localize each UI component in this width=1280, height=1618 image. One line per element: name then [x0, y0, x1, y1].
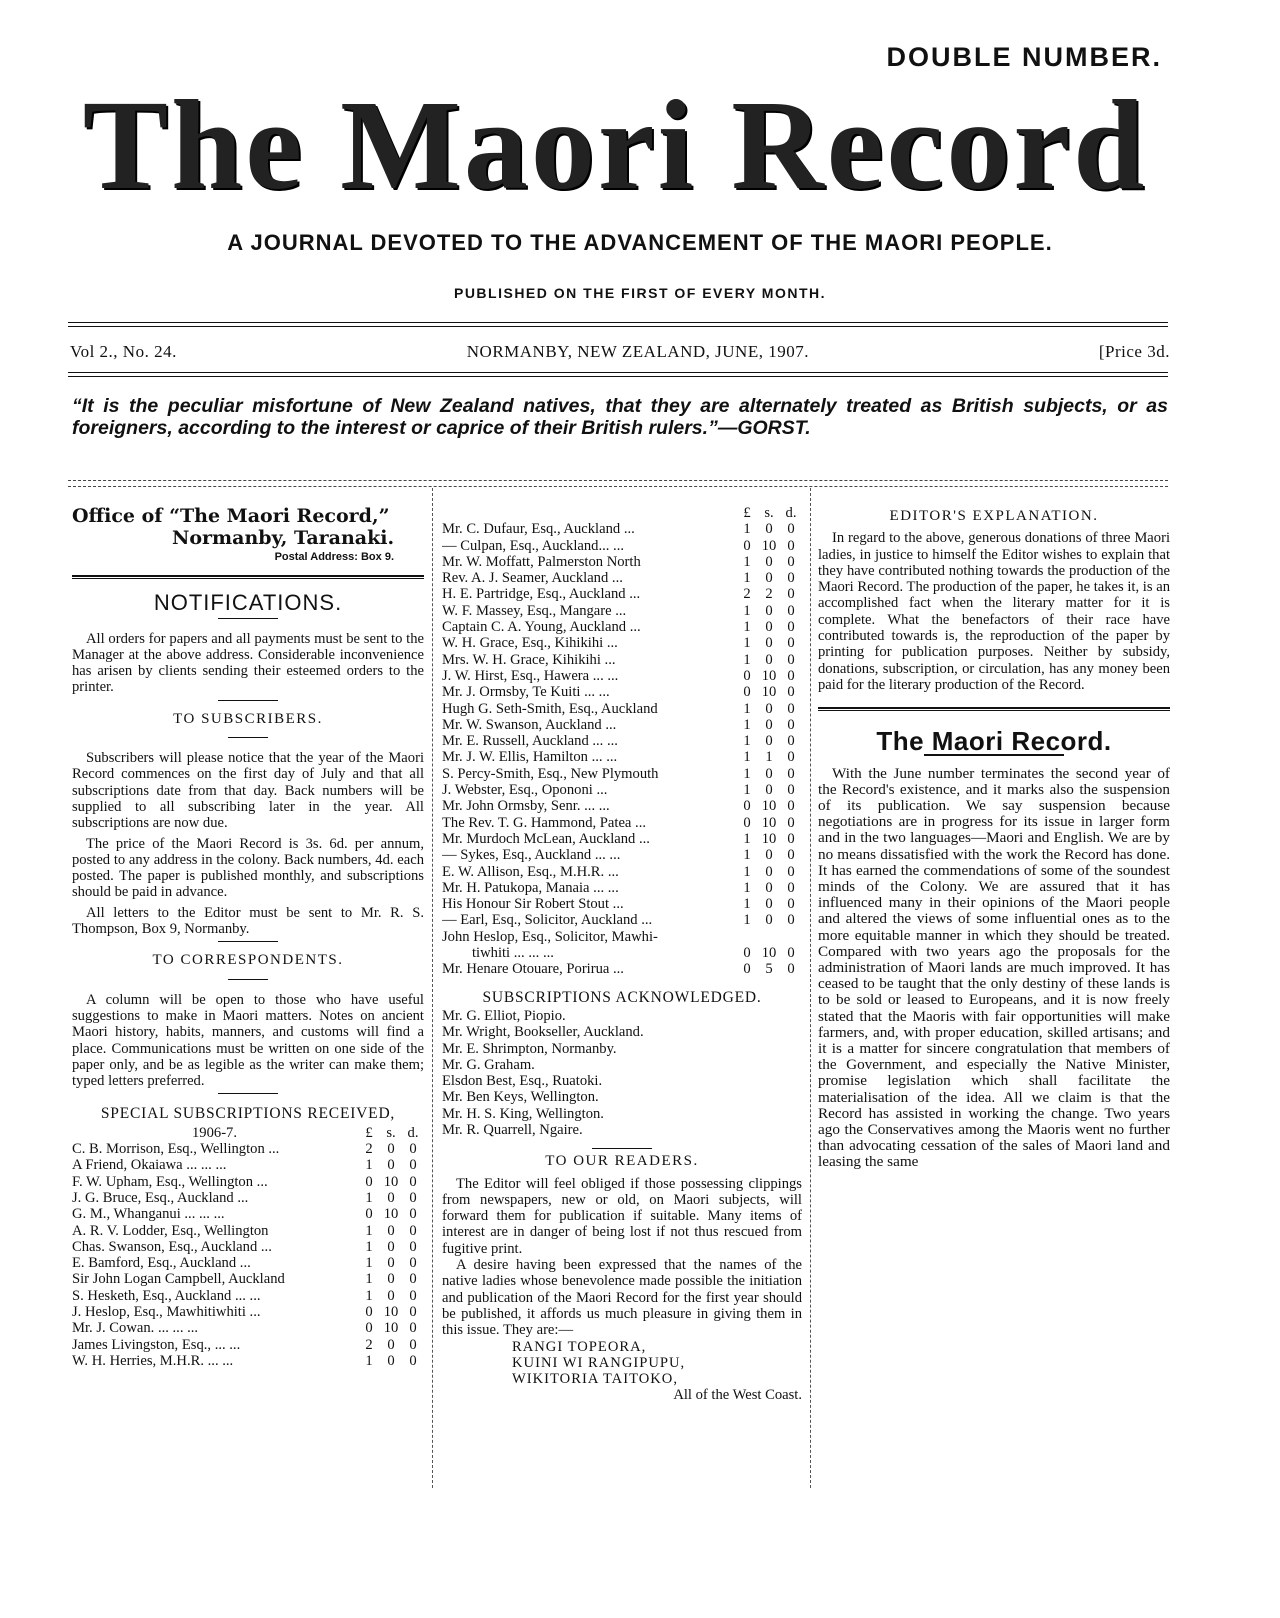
shillings: 0	[765, 619, 773, 636]
pounds: 1	[743, 700, 751, 717]
shillings: 0	[765, 602, 773, 619]
pence: 0	[409, 1141, 417, 1158]
ledger-header	[442, 505, 802, 521]
ledger-header-spacer	[442, 505, 736, 521]
masthead-title: The Maori Record	[82, 74, 1148, 216]
pence: 0	[787, 814, 795, 831]
shillings: 0	[387, 1189, 395, 1206]
pence: 0	[409, 1206, 417, 1223]
pence: 0	[409, 1238, 417, 1255]
pounds: 1	[743, 896, 751, 913]
pence: 0	[787, 700, 795, 717]
pence: 0	[787, 896, 795, 913]
pence: 0	[409, 1157, 417, 1174]
donor-name: E. Bamford, Esq., Auckland ...	[72, 1255, 251, 1272]
explanation-text: In regard to the above, generous donations of three Maori ladies, in justice to himself the Editor wishes to explain that they have contributed nothing towards the production of the Maori Record. The production of the paper, he takes it, is an accomplished fact when the literary matter for it is complete. What the benefactors of their race have contributed towards is, the reproduction of the paper by printing for publication purposes. Neither by subsidy, donations, subscription, or circulation, has any money been paid for the literary production of the Record.	[818, 530, 1170, 693]
pounds: 1	[743, 619, 751, 636]
explanation-heading: EDITOR'S EXPLANATION.	[889, 508, 1099, 524]
pounds: 1	[743, 912, 751, 929]
pence: 0	[787, 782, 795, 799]
donor-name: F. W. Upham, Esq., Wellington ...	[72, 1173, 268, 1190]
pounds: 1	[743, 602, 751, 619]
pence: 0	[787, 945, 795, 962]
pounds: 1	[365, 1352, 373, 1369]
pounds: 0	[743, 814, 751, 831]
divider	[218, 941, 278, 942]
ledger-row	[72, 1174, 424, 1190]
donor-name: Mr. W. Moffatt, Palmerston North	[442, 553, 641, 570]
pence: 0	[787, 863, 795, 880]
pence: 0	[409, 1271, 417, 1288]
postal-address: Postal Address: Box 9.	[274, 551, 394, 563]
subscribers-paragraph: All letters to the Editor must be sent to Mr. R. S. Thompson, Box 9, Normanby.	[72, 904, 424, 938]
pounds: 1	[743, 716, 751, 733]
ledger-row	[442, 912, 802, 928]
pence: 0	[787, 798, 795, 815]
special-year: 1906-7.	[192, 1124, 237, 1141]
shillings: 10	[383, 1206, 399, 1223]
pounds: 0	[743, 945, 751, 962]
west-coast-note: All of the West Coast.	[673, 1387, 802, 1404]
ledger-row	[442, 945, 802, 961]
pounds: 1	[365, 1271, 373, 1288]
divider	[68, 376, 1168, 377]
publication-frequency: PUBLISHED ON THE FIRST OF EVERY MONTH.	[453, 285, 827, 301]
shillings: 0	[387, 1255, 395, 1272]
pounds: 0	[743, 684, 751, 701]
ledger-row	[442, 554, 802, 570]
shillings: 0	[387, 1352, 395, 1369]
pounds: 1	[743, 553, 751, 570]
donor-name: S. Hesketh, Esq., Auckland ... ...	[72, 1287, 261, 1304]
ledger-row	[442, 586, 802, 602]
donor-name: Mr. C. Dufaur, Esq., Auckland ...	[442, 521, 635, 538]
pounds: 1	[365, 1238, 373, 1255]
ledger-row	[442, 733, 802, 749]
shillings: 10	[383, 1303, 399, 1320]
column-2	[442, 505, 802, 1404]
donor-name: Mr. J. Cowan. ... ... ...	[72, 1320, 199, 1337]
donor-name: His Honour Sir Robert Stout ...	[442, 896, 624, 913]
special-subscriptions-list	[72, 1141, 424, 1369]
shillings: 0	[765, 716, 773, 733]
ledger-row	[442, 717, 802, 733]
shillings: 10	[383, 1320, 399, 1337]
shillings: 0	[765, 521, 773, 538]
pounds: 1	[743, 651, 751, 668]
pence: 0	[409, 1222, 417, 1239]
shillings: 0	[387, 1157, 395, 1174]
shillings: 0	[765, 651, 773, 668]
donor-name: John Heslop, Esq., Solicitor, Mawhi-	[442, 928, 658, 945]
pounds: 0	[743, 537, 751, 554]
ledger-row	[72, 1223, 424, 1239]
shillings: 1	[765, 749, 773, 766]
donor-name: A Friend, Okaiawa ... ... ...	[72, 1157, 227, 1174]
pence: 0	[409, 1336, 417, 1353]
pence: 0	[409, 1320, 417, 1337]
place-date: NORMANBY, NEW ZEALAND, JUNE, 1907.	[466, 342, 809, 361]
ledger-row	[442, 684, 802, 700]
correspondents-text: A column will be open to those who have useful suggestions to make in Maori matters. Notes on ancient Maori history, habits, manners, and customs will find a place. Communications must be written on one side of the paper only, and be as legible as the writer can make them; typed letters preferred.	[72, 991, 424, 1090]
shillings: 10	[761, 830, 777, 847]
donor-name: Mr. W. Swanson, Auckland ...	[442, 716, 617, 733]
ledger-row	[442, 766, 802, 782]
pence-header: d.	[407, 1124, 419, 1141]
shillings-header: s.	[386, 1124, 396, 1141]
record-heading: The Maori Record.	[876, 726, 1112, 757]
divider	[218, 700, 278, 701]
pounds: 2	[365, 1336, 373, 1353]
divider	[68, 372, 1168, 373]
acknowledged-heading: SUBSCRIPTIONS ACKNOWLEDGED.	[482, 988, 762, 1006]
donor-name: Mr. H. Patukopa, Manaia ... ...	[442, 879, 619, 896]
office-heading: Office of “The Maori Record,”	[72, 505, 390, 527]
pence: 0	[787, 749, 795, 766]
pounds: 1	[743, 863, 751, 880]
donor-name: J. G. Bruce, Esq., Auckland ...	[72, 1189, 249, 1206]
pence: 0	[787, 667, 795, 684]
acknowledged-list	[442, 1008, 802, 1138]
shillings: 0	[765, 570, 773, 587]
price: [Price 3d.	[1098, 342, 1170, 361]
ledger-row	[442, 749, 802, 765]
shillings: 0	[765, 782, 773, 799]
donor-name: — Culpan, Esq., Auckland... ...	[442, 537, 625, 554]
pence: 0	[409, 1303, 417, 1320]
donor-name: Captain C. A. Young, Auckland ...	[442, 619, 641, 636]
shillings: 0	[387, 1336, 395, 1353]
donor-name: J. Heslop, Esq., Mawhitiwhiti ...	[72, 1303, 261, 1320]
shillings: 0	[765, 912, 773, 929]
divider	[72, 575, 424, 579]
pounds: 2	[743, 586, 751, 603]
pence: 0	[787, 684, 795, 701]
donor-name: — Earl, Esq., Solicitor, Auckland ...	[442, 912, 653, 929]
ledger-row	[442, 782, 802, 798]
readers-paragraph: The Editor will feel obliged if those possessing clippings from newspapers, new or old, on Maori subjects, will forward them for publication if suitable. Many items of interest are in danger of being lost if not thus rescued from fugitive print.	[442, 1175, 802, 1257]
ledger-row	[72, 1157, 424, 1173]
ledger-row	[442, 864, 802, 880]
pounds: 0	[365, 1320, 373, 1337]
pounds: 1	[743, 782, 751, 799]
pence: 0	[787, 586, 795, 603]
pence: 0	[787, 716, 795, 733]
shillings: 0	[765, 879, 773, 896]
shillings: 10	[761, 798, 777, 815]
double-number-label: DOUBLE NUMBER.	[886, 42, 1162, 72]
pounds: 0	[743, 667, 751, 684]
divider	[228, 737, 268, 738]
pounds-header: £	[365, 1124, 373, 1141]
donor-name: J. W. Hirst, Esq., Hawera ... ...	[442, 667, 619, 684]
pence: 0	[409, 1173, 417, 1190]
shillings-header: s.	[764, 505, 774, 521]
shillings: 10	[761, 667, 777, 684]
donor-name: Mr. E. Russell, Auckland ... ...	[442, 733, 618, 750]
divider	[218, 1093, 278, 1094]
acknowledged-item: Mr. Wright, Bookseller, Auckland.	[442, 1024, 644, 1041]
acknowledged-item: Mr. R. Quarrell, Ngaire.	[442, 1121, 583, 1138]
special-subscriptions-heading: SPECIAL SUBSCRIPTIONS RECEIVED,	[100, 1105, 396, 1123]
pence: 0	[409, 1352, 417, 1369]
pounds: 1	[743, 847, 751, 864]
masthead-subtitle: A JOURNAL DEVOTED TO THE ADVANCEMENT OF THE MAORI PEOPLE.	[227, 230, 1053, 255]
ledger-row	[442, 603, 802, 619]
ledger-row	[442, 847, 802, 863]
ledger-row	[72, 1255, 424, 1271]
notifications-text: All orders for papers and all payments must be sent to the Manager at the above address. Considerable inconvenience has arisen by clients sending their esteemed orders to the printer.	[72, 630, 424, 696]
pence: 0	[787, 879, 795, 896]
ledger-row	[442, 701, 802, 717]
correspondents-heading: TO CORRESPONDENTS.	[152, 952, 344, 969]
donor-name: Sir John Logan Campbell, Auckland	[72, 1271, 285, 1288]
pounds: 1	[743, 765, 751, 782]
pounds: 1	[743, 749, 751, 766]
pounds: 0	[365, 1206, 373, 1223]
donor-name: H. E. Partridge, Esq., Auckland ...	[442, 586, 641, 603]
notifications-heading: NOTIFICATIONS.	[153, 590, 343, 616]
pence: 0	[787, 619, 795, 636]
acknowledged-item: Mr. G. Graham.	[442, 1056, 535, 1073]
pence: 0	[787, 537, 795, 554]
pounds: 1	[743, 635, 751, 652]
shillings: 0	[765, 700, 773, 717]
ledger-row	[72, 1141, 424, 1157]
pounds: 1	[365, 1222, 373, 1239]
ledger-row	[442, 521, 802, 537]
divider	[218, 618, 278, 619]
donor-name: — Sykes, Esq., Auckland ... ...	[442, 847, 621, 864]
donor-list	[442, 521, 802, 928]
lady-name: KUINI WI RANGIPUPU,	[512, 1354, 686, 1371]
readers-heading: TO OUR READERS.	[545, 1153, 699, 1170]
shillings: 10	[761, 945, 777, 962]
donor-name: E. W. Allison, Esq., M.H.R. ...	[442, 863, 619, 880]
subscribers-paragraph: The price of the Maori Record is 3s. 6d. per annum, posted to any address in the colony. Back numbers, 4d. each posted. The paper is published monthly, and subscriptions should be paid in advance.	[72, 835, 424, 901]
record-article-text: With the June number terminates the second year of the Record's existence, and it marks also the suspension of its publication. We say suspension because negotiations are in progress for its issue in larger form and in the two languages—Maori and English. We are by no means dissatisfied with the work the Record has done. It has earned the commendations of some of the soundest minds of the Colony. We are assured that it has influenced many in their opinions of the Maori people and altered the views of some influential ones as to the more equitable manner in which they should be treated. Compared with two years ago the proposals for the administration of Maori lands are much improved. It has ceased to be taught that the only destiny of these lands is to be sold or leased to Europeans, and it is now freely stated that the Maoris with fair opportunities will make farmers, and, with proper education, skilled artisans; and it is a matter for sincere congratulation that members of the Government, and especially the Native Minister, promise legislation which shall facilitate the materialisation of the idea. All we claim is that the Record has assisted in working the change. Two years ago the Conservatives among the Maoris went no further than advocating cessation of the sales of Maori land and leasing the same	[818, 764, 1170, 1171]
donor-name: W. H. Grace, Esq., Kihikihi ...	[442, 635, 618, 652]
ledger-row	[442, 880, 802, 896]
pence: 0	[787, 912, 795, 929]
divider	[592, 1148, 652, 1149]
issue-line	[70, 342, 1170, 362]
ledger-row	[72, 1304, 424, 1320]
pence: 0	[409, 1255, 417, 1272]
ledger-row	[442, 652, 802, 668]
ledger-row	[442, 815, 802, 831]
pence: 0	[409, 1189, 417, 1206]
donor-name: James Livingston, Esq., ... ...	[72, 1336, 241, 1353]
shillings: 10	[383, 1173, 399, 1190]
ledger-header	[72, 1125, 424, 1141]
pounds: 0	[743, 961, 751, 978]
divider	[68, 480, 1168, 481]
pence-header: d.	[785, 505, 797, 521]
ledger-row	[442, 896, 802, 912]
pounds: 0	[365, 1173, 373, 1190]
subscribers-heading: TO SUBSCRIBERS.	[173, 710, 323, 727]
pence: 0	[787, 830, 795, 847]
donor-name: S. Percy-Smith, Esq., New Plymouth	[442, 765, 659, 782]
lady-name: WIKITORIA TAITOKO,	[512, 1371, 678, 1388]
shillings: 0	[765, 847, 773, 864]
ledger-row	[72, 1206, 424, 1222]
pence: 0	[409, 1287, 417, 1304]
ledger-row	[72, 1239, 424, 1255]
column-3	[818, 508, 1170, 1171]
ledger-row	[442, 538, 802, 554]
ledger-row	[72, 1320, 424, 1336]
acknowledged-item: Elsdon Best, Esq., Ruatoki.	[442, 1073, 603, 1090]
divider	[68, 322, 1168, 323]
donor-name: Mr. Murdoch McLean, Auckland ...	[442, 830, 650, 847]
donor-name: W. H. Herries, M.H.R. ... ...	[72, 1352, 234, 1369]
pounds: 0	[365, 1303, 373, 1320]
shillings: 10	[761, 684, 777, 701]
donor-name: Chas. Swanson, Esq., Auckland ...	[72, 1238, 272, 1255]
shillings: 0	[765, 896, 773, 913]
ledger-row	[72, 1271, 424, 1287]
donor-name: Rev. A. J. Seamer, Auckland ...	[442, 570, 623, 587]
pence: 0	[787, 847, 795, 864]
pounds: 1	[743, 570, 751, 587]
pounds: 1	[743, 879, 751, 896]
pounds: 2	[365, 1141, 373, 1158]
divider	[818, 707, 1170, 711]
pounds: 1	[743, 830, 751, 847]
ledger-row	[442, 668, 802, 684]
shillings: 0	[765, 733, 773, 750]
pence: 0	[787, 733, 795, 750]
shillings: 0	[765, 553, 773, 570]
ledger-row	[442, 619, 802, 635]
donor-name: Mr. Henare Otouare, Porirua ...	[442, 961, 624, 978]
pounds: 1	[365, 1189, 373, 1206]
acknowledged-item: Mr. Ben Keys, Wellington.	[442, 1089, 599, 1106]
donor-name: W. F. Massey, Esq., Mangare ...	[442, 602, 627, 619]
ledger-row	[442, 929, 802, 945]
pence: 0	[787, 635, 795, 652]
donor-name: A. R. V. Lodder, Esq., Wellington	[72, 1222, 269, 1239]
ledger-row	[72, 1353, 424, 1369]
pounds: 1	[743, 733, 751, 750]
donor-name: tiwhiti ... ... ...	[472, 945, 554, 962]
pence: 0	[787, 521, 795, 538]
divider	[228, 979, 268, 980]
acknowledged-item: Mr. H. S. King, Wellington.	[442, 1105, 604, 1122]
ledger-row	[72, 1190, 424, 1206]
shillings: 10	[761, 537, 777, 554]
acknowledged-item: Mr. E. Shrimpton, Normanby.	[442, 1040, 617, 1057]
ledger-row	[442, 831, 802, 847]
pence: 0	[787, 602, 795, 619]
shillings: 0	[387, 1222, 395, 1239]
shillings: 0	[387, 1287, 395, 1304]
acknowledged-item: Mr. G. Elliot, Piopio.	[442, 1007, 566, 1024]
epigraph-quote: “It is the peculiar misfortune of New Zealand natives, that they are alternately treated as British subjects, or as foreigners, according to the interest or caprice of their British rulers.”—GORST.	[72, 395, 1168, 439]
office-location: Normanby, Taranaki.	[172, 527, 395, 549]
shillings: 0	[765, 635, 773, 652]
shillings: 2	[765, 586, 773, 603]
divider	[68, 486, 1168, 487]
shillings: 0	[765, 765, 773, 782]
column-rule	[810, 488, 811, 1488]
donor-name: G. M., Whanganui ... ... ...	[72, 1206, 225, 1223]
pence: 0	[787, 570, 795, 587]
donor-name: C. B. Morrison, Esq., Wellington ...	[72, 1141, 280, 1158]
readers-paragraph: A desire having been expressed that the names of the native ladies whose benevolence made possible the initiation and publication of the Maori Record for the first year should be published, it affords us much pleasure in giving them in this issue. They are:—	[442, 1257, 802, 1339]
divider	[68, 326, 1168, 327]
shillings: 0	[387, 1238, 395, 1255]
ledger-row	[72, 1337, 424, 1353]
pence: 0	[787, 651, 795, 668]
donor-name: Mr. J. W. Ellis, Hamilton ... ...	[442, 749, 618, 766]
ledger-row	[442, 961, 802, 977]
lady-name: RANGI TOPEORA,	[512, 1338, 647, 1355]
donor-name: J. Webster, Esq., Opononi ...	[442, 782, 608, 799]
shillings: 10	[761, 814, 777, 831]
shillings: 0	[387, 1271, 395, 1288]
shillings: 0	[765, 863, 773, 880]
pounds: 1	[365, 1255, 373, 1272]
pounds-header: £	[743, 505, 751, 521]
ledger-row	[442, 570, 802, 586]
pence: 0	[787, 961, 795, 978]
subscribers-paragraph: Subscribers will please notice that the year of the Maori Record commences on the first day of July and that all subscriptions date from that day. Back numbers will be supplied to all subscribing later in the year. All subscriptions are now due.	[72, 750, 424, 832]
pounds: 1	[365, 1287, 373, 1304]
pounds: 1	[743, 521, 751, 538]
pence: 0	[787, 765, 795, 782]
donor-name: Hugh G. Seth-Smith, Esq., Auckland	[442, 700, 658, 717]
pence: 0	[787, 553, 795, 570]
column-1	[72, 505, 424, 1369]
ledger-row	[442, 635, 802, 651]
shillings: 0	[387, 1141, 395, 1158]
pounds: 0	[743, 798, 751, 815]
ledger-row	[442, 798, 802, 814]
ledger-row	[72, 1288, 424, 1304]
donor-name: Mr. John Ormsby, Senr. ... ...	[442, 798, 610, 815]
pounds: 1	[365, 1157, 373, 1174]
shillings: 5	[765, 961, 773, 978]
donor-name: Mr. J. Ormsby, Te Kuiti ... ...	[442, 684, 610, 701]
donor-name: Mrs. W. H. Grace, Kihikihi ...	[442, 651, 616, 668]
donor-name: The Rev. T. G. Hammond, Patea ...	[442, 814, 646, 831]
volume-number: Vol 2., No. 24.	[70, 342, 177, 361]
column-rule	[432, 488, 433, 1488]
